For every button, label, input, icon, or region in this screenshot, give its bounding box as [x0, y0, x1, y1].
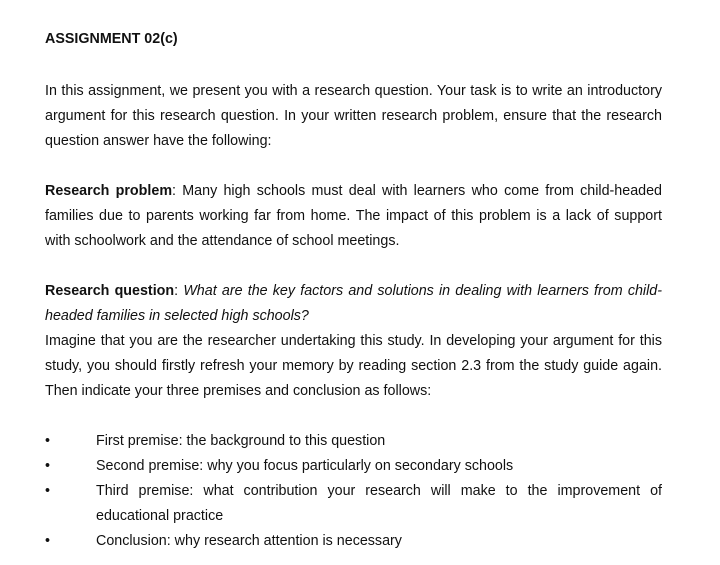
- research-problem-label: Research problem: [45, 183, 173, 199]
- bullet-icon: •: [45, 533, 51, 549]
- research-problem-paragraph: [45, 179, 662, 254]
- premises-list: [45, 429, 662, 554]
- bullet-icon: •: [45, 433, 51, 449]
- premise-text: Second premise: why you focus particularly on secondary schools: [96, 458, 514, 474]
- list-item: [45, 454, 662, 479]
- research-question-label: Research question: [45, 283, 175, 299]
- premise-text: Conclusion: why research attention is necessary: [96, 533, 402, 549]
- research-problem-separator: :: [172, 183, 183, 199]
- premise-text: First premise: the background to this question: [96, 433, 386, 449]
- paragraph-gap: [45, 154, 662, 179]
- premise-text: Third premise: what contribution your research will make to the improvement of educational practice: [96, 483, 662, 524]
- intro-paragraph: In this assignment, we present you with a research question. Your task is to write an introductory argument for this research question. In your written research problem, ensure that the research question answer have the following:: [45, 83, 662, 149]
- bullet-icon: •: [45, 458, 51, 474]
- research-question-text: What are the key factors and solutions in dealing with learners from child-headed families in selected high schools?: [45, 283, 663, 324]
- instructions-paragraph: Imagine that you are the researcher undertaking this study. In developing your argument for this study, you should firstly refresh your memory by reading section 2.3 from the study guide again. Then indicate your three premises and conclusion as follows:: [45, 333, 662, 399]
- list-item: [45, 479, 662, 529]
- list-item: [45, 429, 662, 454]
- paragraph-gap: [45, 254, 662, 279]
- research-question-paragraph: [45, 279, 662, 329]
- bullet-icon: •: [45, 483, 51, 499]
- paragraph-gap: [45, 404, 662, 429]
- document-page: [45, 30, 662, 554]
- list-item: [45, 529, 662, 554]
- assignment-heading: ASSIGNMENT 02(c): [45, 31, 178, 47]
- research-question-separator: :: [174, 283, 184, 299]
- research-problem-text: Many high schools must deal with learners who come from child-headed families due to parents working far from home. The impact of this problem is a lack of support with schoolwork and the attendance of school meetings.: [45, 183, 662, 249]
